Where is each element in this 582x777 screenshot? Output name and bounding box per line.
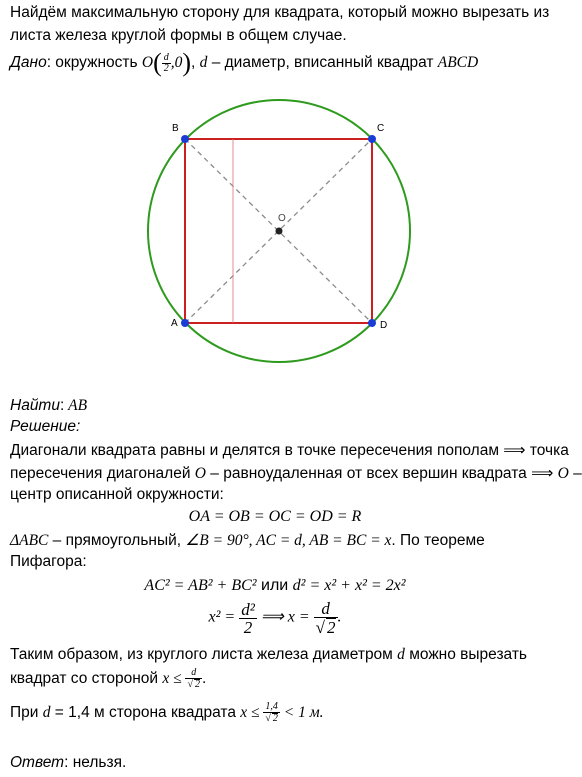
p4-conditions: ∠B = 90°, AC = d, AB = BC = x [185,532,392,549]
find-label: Найти [10,397,60,414]
solution-p5: Пифагора: [10,553,87,570]
answer-colon: : [64,754,69,771]
given-zero: 0 [174,54,183,72]
p8-x: x ≤ [240,704,264,722]
eq3-den2: √ 2 [315,618,336,637]
equation-solve [0,600,550,636]
frac-num: d [163,51,169,63]
frac-den: 2 [163,62,169,74]
find-line [10,397,87,415]
p8-frac [263,702,280,724]
solution-p6 [10,646,527,664]
p2-text-b: – равноудаленная от всех вершин квадрата ⟹ [206,465,558,482]
p8-d: d [42,704,51,722]
p2-O2: O [557,465,569,482]
label-D: D [380,320,388,331]
p7-dot: . [201,670,207,688]
eq3-num2: d [314,600,338,618]
label-C: C [377,123,385,134]
equation-radii: OA = OB = OC = OD = R [188,508,362,525]
point-C [368,135,376,143]
find-value: AB [64,397,88,414]
eq2-right: d² = x² + x² = 2x² [292,577,406,594]
p7-den: √ 2 [187,679,200,690]
paren-open: ( [153,48,162,77]
answer-line [10,754,126,772]
p7-x: x ≤ [162,670,186,688]
solution-p3: центр описанной окружности: [10,486,224,503]
p8-num: 1,4 [265,701,278,712]
eq3-dot: . [337,608,342,626]
eq2-or: или [256,577,293,594]
answer-value: нельзя. [68,754,127,771]
p8-text-b: = 1,4 м сторона квадрата [50,704,241,722]
p8-den: √ 2 [265,713,278,724]
solution-label: Решение: [10,418,81,435]
given-line [10,48,478,78]
point-O [276,228,283,235]
p2-O: O [194,465,206,482]
given-fraction [162,53,171,74]
eq3-den: 2 [243,617,253,637]
eq2-left: AC² = AB² + BC² [144,577,257,594]
p8-text-a: При [10,704,43,722]
solution-p4 [10,531,485,550]
solution-p2 [10,464,582,483]
p2-text-a: пересечения диагоналей [10,465,195,482]
equation-pythagoras [0,577,550,595]
p6-d: d [397,646,405,663]
given-comma: , [170,54,175,72]
solution-p1: Диагонали квадрата равны и делятся в точке пересечения пополам ⟹ точка [10,442,569,459]
p6-text-b: можно вырезать [404,646,528,663]
point-B [181,135,189,143]
given-abcd: ABCD [437,54,479,72]
eq3-num: d² [241,599,255,619]
p6-text-a: Таким образом, из круглого листа железа диаметром [10,646,398,663]
p4-text-d: . По теореме [391,532,485,549]
label-A: A [171,318,178,329]
given-text-2: , [191,54,200,72]
eq3-b: ⟹ x = [256,608,314,626]
geometry-figure [150,100,410,390]
p8-text-c: < 1 м. [279,704,324,722]
eq3-a: x² = [208,608,240,626]
eq3-den2-val: 2 [327,618,336,637]
point-A [181,319,189,327]
eq3-frac-1 [239,601,257,636]
p4-text-b: – прямоугольный, [48,532,186,549]
point-D [368,319,376,327]
given-d: d [199,54,208,72]
intro-line-1: Найдём максимальную сторону для квадрата, который можно вырезать из [10,4,550,21]
p7-num: d [185,668,202,679]
paren-close: ) [182,48,192,77]
intro-line-2: листа железа круглой формы в общем случае. [10,27,347,44]
solution-p7 [10,668,206,690]
p7-text-a: квадрат со стороной [10,670,163,688]
eq3-frac-2 [314,600,338,636]
given-label: Дано [10,54,47,72]
p7-frac [185,668,202,690]
p8-den-val: 2 [272,713,278,724]
given-colon: : [46,54,51,72]
solution-p8 [10,702,324,724]
p7-den-val: 2 [194,679,200,690]
find-colon: : [59,397,65,414]
p4-triangle: ΔABC [10,532,49,549]
p2-text-c: – [568,465,582,482]
label-O: O [278,213,286,224]
given-center-O: O [141,54,154,72]
label-B: B [172,123,179,134]
given-text-1: окружность [51,54,142,72]
answer-label: Ответ [10,754,65,771]
given-text-3: – диаметр, вписанный квадрат [207,54,438,72]
